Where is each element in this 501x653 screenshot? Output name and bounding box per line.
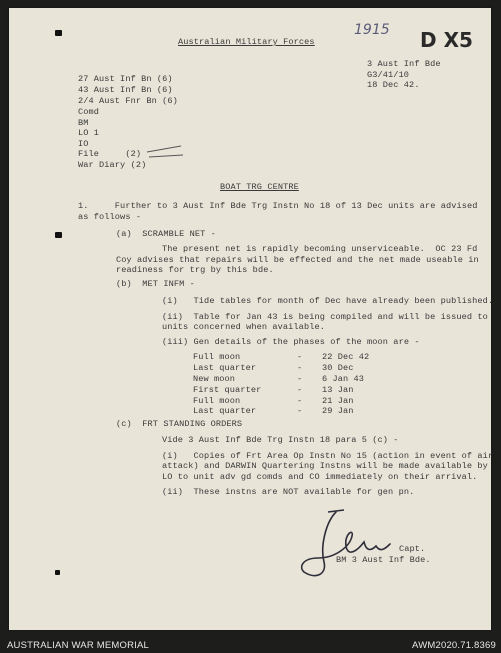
moon-date: 29 Jan (322, 406, 354, 416)
section-c-heading: (c) FRT STANDING ORDERS (116, 419, 243, 429)
handwritten-signature (296, 506, 406, 582)
distribution-item: IO (78, 139, 89, 149)
distribution-item: LO 1 (78, 128, 100, 138)
moon-date: 6 Jan 43 (322, 374, 365, 384)
handwritten-code: D X5 (420, 28, 473, 52)
section-a-line: readiness for trg by this bde. (116, 265, 274, 275)
binder-clip-mark (55, 232, 62, 238)
pen-mark (145, 142, 185, 162)
section-c-i: attack) and DARWIN Quartering Instns will be made available by (162, 461, 488, 471)
section-a-line: Coy advises that repairs will be effected and the net made useable in (116, 255, 479, 265)
moon-phase: New moon (193, 374, 236, 384)
moon-date: 30 Dec (322, 363, 354, 373)
section-a-heading: (a) SCRAMBLE NET - (116, 229, 216, 239)
document-title: BOAT TRG CENTRE (220, 182, 299, 192)
footer-source: AUSTRALIAN WAR MEMORIAL (7, 640, 150, 651)
section-b-i: (i) Tide tables for month of Dec have already been published. (162, 296, 494, 306)
moon-phase: Full moon (193, 396, 241, 406)
section-b-iii: (iii) Gen details of the phases of the moon are - (162, 337, 420, 347)
ref-file-number: G3/41/10 (367, 70, 410, 80)
signature-role: BM 3 Aust Inf Bde. (336, 555, 431, 565)
moon-dash: - (297, 396, 303, 406)
moon-dash: - (297, 374, 303, 384)
distribution-item: 2/4 Aust Fnr Bn (6) (78, 96, 178, 106)
org-heading: Australian Military Forces (178, 37, 315, 47)
moon-phase: First quarter (193, 385, 262, 395)
moon-phase: Last quarter (193, 406, 257, 416)
section-b-ii: (ii) Table for Jan 43 is being compiled and will be issued to (162, 312, 488, 322)
signature-rank: Capt. (399, 544, 426, 554)
moon-date: 21 Jan (322, 396, 354, 406)
distribution-item: 43 Aust Inf Bn (6) (78, 85, 173, 95)
handwritten-year: 1915 (354, 22, 390, 38)
moon-dash: - (297, 363, 303, 373)
section-c-i: (i) Copies of Frt Area Op Instn No 15 (action in event of air (162, 451, 494, 461)
distribution-item: Comd (78, 107, 100, 117)
binder-clip-mark (55, 570, 60, 575)
para1-line: 1. Further to 3 Aust Inf Bde Trg Instn No 18 of 13 Dec units are advised (78, 201, 478, 211)
section-a-line: The present net is rapidly becoming unserviceable. OC 23 Fd (162, 244, 478, 254)
section-c-ii: (ii) These instns are NOT available for gen pn. (162, 487, 415, 497)
moon-dash: - (297, 352, 303, 362)
section-c-i: LO to unit adv gd comds and CO immediately on their arrival. (162, 472, 478, 482)
ref-date: 18 Dec 42. (367, 80, 420, 90)
moon-date: 22 Dec 42 (322, 352, 370, 362)
moon-phase: Last quarter (193, 363, 257, 373)
footer-accession-number: AWM2020.71.8369 (412, 640, 496, 651)
distribution-item: BM (78, 118, 89, 128)
distribution-item: War Diary (2) (78, 160, 147, 170)
moon-phase: Full moon (193, 352, 241, 362)
moon-date: 13 Jan (322, 385, 354, 395)
section-b-ii: units concerned when available. (162, 322, 325, 332)
moon-dash: - (297, 385, 303, 395)
section-c-vide: Vide 3 Aust Inf Bde Trg Instn 18 para 5 (c) - (162, 435, 399, 445)
moon-dash: - (297, 406, 303, 416)
distribution-item: File (2) (78, 149, 142, 159)
binder-clip-mark (55, 30, 62, 36)
section-b-heading: (b) MET INFM - (116, 279, 195, 289)
distribution-item: 27 Aust Inf Bn (6) (78, 74, 173, 84)
ref-unit: 3 Aust Inf Bde (367, 59, 441, 69)
para1-line: as follows - (78, 212, 142, 222)
